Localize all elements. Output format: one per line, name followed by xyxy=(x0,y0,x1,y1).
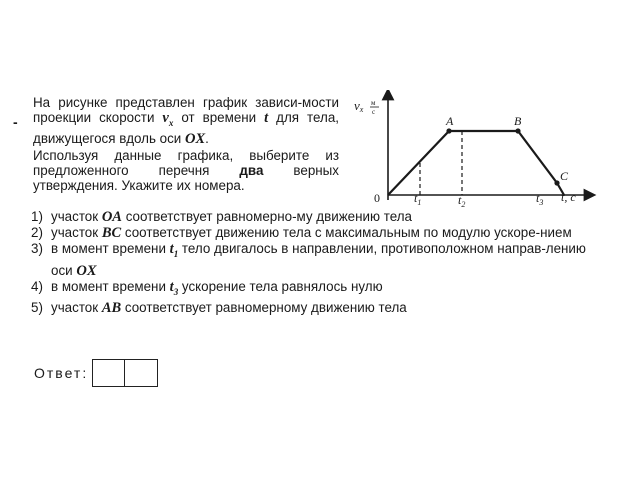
segment-symbol: BC xyxy=(101,225,122,242)
q-text-2: от времени xyxy=(173,110,265,126)
answer-row xyxy=(34,359,158,387)
axis-name: OX xyxy=(185,131,206,148)
answer-cell-2[interactable] xyxy=(125,359,158,387)
option-number: 2) xyxy=(31,225,43,241)
point-b xyxy=(515,128,520,133)
vx-symbol: $v_x$ xyxy=(162,110,174,129)
y-axis-label: vx xyxy=(354,98,364,114)
t-symbol: t xyxy=(264,110,269,127)
graph-line xyxy=(388,131,564,195)
q-text-3: для тела, движущегося вдоль оси xyxy=(33,110,339,147)
answer-label: Ответ: xyxy=(34,365,89,381)
q-text-4: Используя данные графика, выберите из предложенного перечня xyxy=(33,147,339,178)
velocity-time-graph xyxy=(350,90,600,220)
margin-dash: - xyxy=(13,114,18,130)
q-period: . xyxy=(205,131,209,147)
y-unit-num: м xyxy=(371,99,376,107)
point-c xyxy=(554,180,559,185)
option-2: 2) участок BC соответствует движению тела с максимальным по модулю ускоре-нием xyxy=(31,225,572,242)
t1-label: $t_1$ xyxy=(414,191,422,207)
option-number: 1) xyxy=(31,209,43,224)
axis-symbol: OX xyxy=(76,262,97,279)
label-a: A xyxy=(446,114,454,128)
label-c: C xyxy=(560,169,569,183)
options-list xyxy=(31,209,611,316)
q-bold-two: два xyxy=(239,162,264,178)
option-5: 5) участок AB соответствует равномерному движению тела xyxy=(31,299,407,316)
y-unit-den: с xyxy=(372,108,376,116)
option-1: 1) участок OA соответствует равномерно-му движению тела xyxy=(31,209,412,225)
q-text-5: верных утверждения. Укажите их номера. xyxy=(33,162,339,193)
time-symbol: $t_1$ xyxy=(169,241,179,260)
option-3: 3) в момент времени $t_1$ тело двигалось в направлении, противоположном направ-лению оси OX xyxy=(31,241,586,279)
time-symbol: $t_3$ xyxy=(169,278,179,297)
q-text-1: На рисунке представлен график зависи-мости проекции скорости xyxy=(33,95,339,126)
label-b: B xyxy=(514,114,522,128)
option-number: 5) xyxy=(31,299,43,315)
answer-cell-1[interactable] xyxy=(92,359,125,387)
point-a xyxy=(446,128,451,133)
t3-label: $t_3$ xyxy=(536,191,544,207)
x-axis-label: t, с xyxy=(561,190,576,204)
option-4: 4) в момент времени $t_3$ ускорение тела равнялось нулю xyxy=(31,279,611,300)
origin-label: 0 xyxy=(374,191,380,205)
question-text xyxy=(33,95,339,193)
segment-symbol: OA xyxy=(101,209,122,225)
t2-label: $t_2$ xyxy=(458,193,466,209)
option-number: 3) xyxy=(31,241,43,257)
segment-symbol: AB xyxy=(101,299,122,316)
option-number: 4) xyxy=(31,278,43,294)
